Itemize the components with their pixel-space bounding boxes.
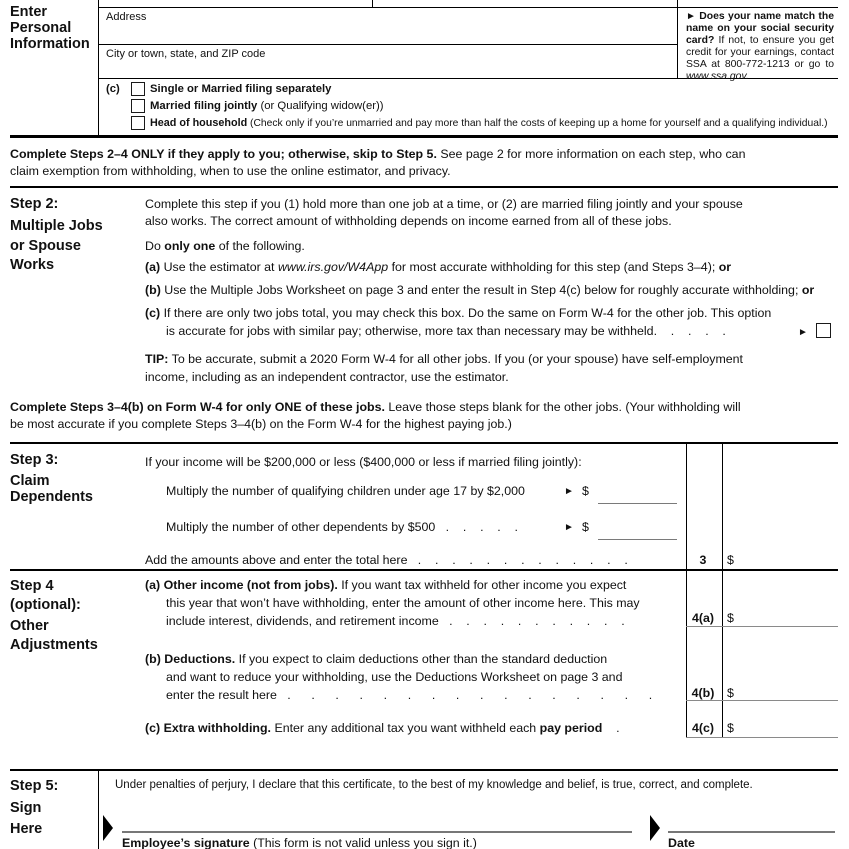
step2-do-only-one [145, 239, 305, 253]
step4a-line2: this year that won’t have withholding, enter the amount of other income here. This may [166, 596, 640, 610]
step3-children-text: Multiply the number of qualifying children under age 17 by $2,000 [166, 484, 525, 498]
step2-option-b-or: or [801, 283, 815, 297]
checkbox-head-of-household[interactable] [131, 116, 145, 130]
step2-option-b-text: Use the Multiple Jobs Worksheet on page 3 and enter the result in Step 4(c) below for roughly accurate withholding; [164, 283, 802, 297]
step4c-bold2: pay period [539, 721, 603, 735]
step4c-mid: Enter any additional tax you want withheld each [271, 721, 540, 735]
option-married-jointly-label: Married filing jointly [150, 100, 258, 112]
step3-total-text: Add the amounts above and enter the total here [145, 553, 408, 567]
steps24-instruction-bold: Complete Steps 2–4 ONLY if they apply to you; otherwise, skip to Step 5. [10, 147, 437, 161]
perjury-statement: Under penalties of perjury, I declare that this certificate, to the best of my knowledge and belief, is true, correct, and complete. [115, 779, 753, 791]
ssn-note-text: If not, to ensure you get credit for your earnings, contact SSA at 800-772-1213 or go to [686, 34, 834, 70]
step2-option-c [145, 306, 845, 338]
step3-other-dependents-text: Multiply the number of other dependents by $500 [166, 520, 436, 534]
step5-sub1: Sign [10, 800, 42, 816]
option-married-jointly-rest: (or Qualifying widow(er)) [257, 100, 384, 112]
line-4a-bottom-border [686, 626, 838, 627]
step2-top-border [10, 186, 838, 188]
ssn-note-border [677, 7, 678, 78]
address-field-label: Address [106, 11, 147, 23]
step3-other-dependents-dots: . . . . . [435, 520, 518, 534]
other-dependents-amount-field[interactable] [598, 539, 677, 540]
step4c-tail: . [602, 721, 620, 735]
step3-total-dots: . . . . . . . . . . . . . [407, 553, 628, 567]
line-3-number: 3 [699, 553, 707, 567]
steps34-instruction-rest: Leave those steps blank for the other jobs. (Your withholding will [384, 400, 741, 414]
line-4a-amount-field[interactable] [722, 611, 838, 625]
step2-option-a-mid: for most accurate withholding for this step (and Steps 3–4); [388, 260, 719, 274]
step4-sub2: Other [10, 618, 49, 634]
employee-signature-field[interactable] [122, 831, 632, 833]
address-field[interactable] [98, 7, 677, 44]
step4a-dots: . . . . . . . . . . . [438, 614, 625, 628]
step2-sub1: Multiple Jobs [10, 218, 103, 234]
line-4b-amount-field[interactable] [722, 686, 838, 699]
ssn-note-link[interactable]: www.ssa.gov. [686, 70, 749, 82]
section-divider-thick [10, 135, 838, 138]
step3-total-row [145, 553, 628, 567]
dollar-sign: $ [727, 553, 734, 567]
step4b-label: (b) [145, 652, 161, 666]
step2-tip-label: TIP: [145, 352, 169, 366]
step4b-dots: . . . . . . . . . . . . . . . . [276, 688, 653, 702]
step2-option-a-pre: Use the estimator at [163, 260, 278, 274]
step2-tip-line2: income, including as an independent contractor, use the estimator. [145, 370, 509, 384]
filing-status-label: (c) [106, 83, 120, 95]
step3-intro: If your income will be $200,000 or less ($400,000 or less if married filing jointly): [145, 455, 582, 469]
step2-option-b [145, 283, 814, 297]
employee-signature-label-rest: (This form is not valid unless you sign it.) [253, 836, 477, 849]
pointer-icon: ► [564, 522, 574, 533]
step2-estimator-link[interactable]: www.irs.gov/W4App [277, 260, 389, 274]
line-4b-number: 4(b) [691, 686, 715, 700]
step2-option-c-line2: is accurate for jobs with similar pay; otherwise, more tax than necessary may be withheld [166, 324, 654, 338]
step2-tip-line1: To be accurate, submit a 2020 Form W-4 for all other jobs. If you (or your spouse) have self-employment [168, 352, 743, 366]
step4a-bold: Other income (not from jobs). [163, 578, 338, 592]
step4b-line3: enter the result here [166, 688, 277, 702]
step3-children-row [166, 484, 677, 502]
step4a-line3: include interest, dividends, and retirement income [166, 614, 439, 628]
line-4c-bottom-border [686, 737, 838, 738]
step2-option-b-label: (b) [145, 283, 161, 297]
step5-title: Step 5: [10, 778, 59, 794]
option-head-of-household [150, 117, 828, 129]
step4-title: Step 4 [10, 578, 54, 594]
dollar-sign: $ [582, 520, 589, 534]
name-cell-divider [372, 0, 373, 7]
dollar-sign: $ [727, 611, 734, 625]
checkbox-single-or-married-filing-separately[interactable] [131, 82, 145, 96]
step2-do-pre: Do [145, 239, 165, 253]
line-4b-bottom-border [686, 700, 838, 701]
checkbox-married-filing-jointly[interactable] [131, 99, 145, 113]
step4c-bold: Extra withholding. [163, 721, 271, 735]
city-state-zip-field[interactable] [98, 44, 677, 78]
ssn-cell-divider [677, 0, 678, 7]
date-field[interactable] [668, 831, 835, 833]
employee-signature-label [122, 836, 477, 849]
steps34-instruction-line2: be most accurate if you complete Steps 3–4(b) on the Form W-4 for the highest paying job.) [10, 417, 512, 431]
step2-paragraph-line2: also works. The correct amount of withholding depends on income earned from all of these jobs. [145, 214, 672, 228]
line-4a-number: 4(a) [691, 611, 715, 625]
step4-top-border [10, 569, 838, 571]
step4b-line2: and want to reduce your withholding, use the Deductions Worksheet on page 3 and [166, 670, 623, 684]
dollar-sign: $ [727, 721, 734, 735]
step2-sub2: or Spouse [10, 238, 81, 254]
step3-sub1: Claim [10, 473, 50, 489]
step4b-bold: Deductions. [164, 652, 236, 666]
option-single-label: Single or Married filing separately [150, 83, 332, 95]
step4b-item [145, 652, 652, 702]
checkbox-two-jobs[interactable] [816, 323, 831, 338]
option-married-jointly [150, 100, 384, 112]
steps24-instruction-rest: See page 2 for more information on each step, who can [436, 147, 746, 161]
step4c-item [145, 721, 620, 735]
pointer-icon: ► [798, 327, 808, 338]
dollar-sign: $ [582, 484, 589, 498]
date-arrow-icon [650, 815, 660, 841]
employee-signature-label-bold: Employee’s signature [122, 836, 254, 849]
step5-sub2: Here [10, 821, 43, 837]
option-head-of-household-label: Head of household [150, 117, 248, 129]
city-field-label: City or town, state, and ZIP code [106, 48, 266, 60]
step1-label-line2: Personal [10, 20, 72, 36]
option-head-of-household-rest: (Check only if you’re unmarried and pay more than half the costs of keeping up a home for yourself and a qualifying individual.) [247, 118, 828, 129]
line-3-amount-field[interactable] [722, 553, 838, 568]
step2-tip [145, 352, 743, 384]
step2-option-c-line1: If there are only two jobs total, you may check this box. Do the same on Form W-4 for the other job. This option [163, 306, 772, 320]
line-4c-number: 4(c) [691, 721, 715, 735]
step5-column-border [98, 769, 99, 849]
steps24-instruction-line2: claim exemption from withholding, when to use the online estimator, and privacy. [10, 164, 451, 178]
signature-arrow-icon [103, 815, 113, 841]
step2-option-a-or: or [718, 260, 732, 274]
steps24-instruction-line1 [10, 147, 745, 161]
dollar-sign: $ [727, 686, 734, 700]
step2-do-post: of the following. [215, 239, 305, 253]
step1-label-line3: Information [10, 36, 90, 52]
step2-sub3: Works [10, 257, 55, 273]
steps34-instruction-bold: Complete Steps 3–4(b) on Form W-4 for only ONE of these jobs. [10, 400, 385, 414]
step2-title: Step 2: [10, 196, 59, 212]
step1-label-line1: Enter [10, 4, 48, 20]
step3-other-dependents-row [166, 520, 677, 538]
step4a-label: (a) [145, 578, 161, 592]
pointer-icon: ► [564, 486, 574, 497]
step3-top-border [10, 442, 838, 444]
step3-title: Step 3: [10, 452, 59, 468]
step5-top-border [10, 769, 838, 771]
children-amount-field[interactable] [598, 503, 677, 504]
step2-option-c-dots: . . . . . [653, 324, 726, 338]
step4a-line1: If you want tax withheld for other income you expect [337, 578, 627, 592]
step3-sub2: Dependents [10, 489, 93, 505]
step2-option-c-label: (c) [145, 306, 161, 320]
step4a-item [145, 578, 640, 628]
step4-sub3: Adjustments [10, 637, 98, 653]
step2-do-bold: only one [164, 239, 216, 253]
step2-option-a-label: (a) [145, 260, 161, 274]
step4b-line1: If you expect to claim deductions other than the standard deduction [235, 652, 608, 666]
pointer-icon: ► [686, 11, 696, 22]
step2-option-a [145, 260, 731, 274]
step2-paragraph-line1: Complete this step if you (1) hold more than one job at a time, or (2) are married filing jointly and your spouse [145, 197, 743, 211]
steps34-instruction-line1 [10, 400, 741, 414]
date-label: Date [668, 836, 695, 849]
ssn-note [686, 11, 834, 82]
ssn-note-bold: Does your name match the name on your social security card? [686, 11, 834, 46]
line-4c-amount-field[interactable] [722, 721, 838, 736]
option-single [150, 83, 331, 95]
step4c-label: (c) [145, 721, 161, 735]
step4-sub1: (optional): [10, 597, 81, 613]
